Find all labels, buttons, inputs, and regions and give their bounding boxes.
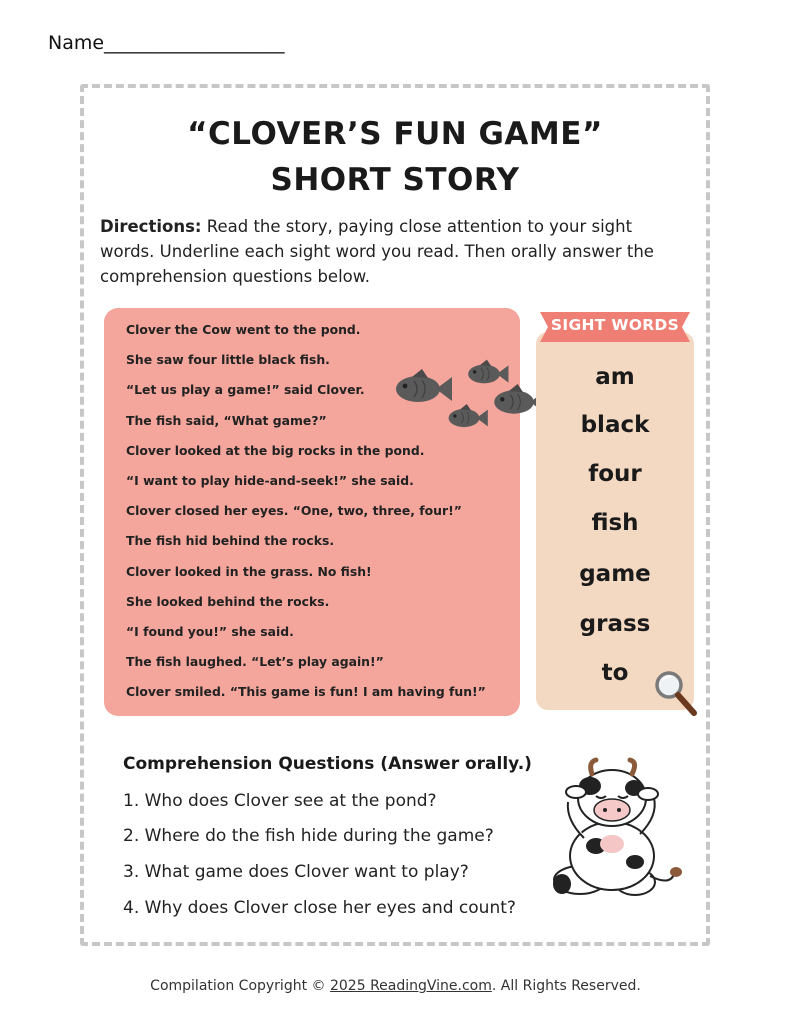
fish-icon [468, 360, 508, 384]
directions [100, 214, 690, 289]
sight-word: four [588, 461, 642, 487]
story-line: Clover the Cow went to the pond. [126, 322, 361, 337]
cow-illustration [540, 746, 690, 906]
worksheet-title: “CLOVER’S FUN GAME” [187, 116, 603, 152]
story-line: Clover closed her eyes. “One, two, three, four!” [126, 503, 462, 519]
sight-words-banner-label: SIGHT WORDS [550, 316, 680, 334]
name-field-label: Name___________________ [48, 32, 285, 54]
magnifier-icon [652, 668, 698, 718]
comprehension-question: 2. Where do the fish hide during the game? [123, 826, 494, 846]
story-line: “I found you!” she said. [126, 623, 294, 639]
story-line: She saw four little black fish. [126, 352, 330, 368]
story-line: She looked behind the rocks. [126, 593, 330, 609]
directions-label: Directions: [100, 217, 202, 236]
comprehension-question: 4. Why does Clover close her eyes and count? [123, 898, 516, 918]
story-line: The fish said, “What game?” [126, 412, 327, 428]
fish-school-illustration [394, 356, 554, 434]
comprehension-title: Comprehension Questions (Answer orally.) [123, 754, 532, 774]
directions-text: Read the story, paying close attention to your sight words. Underline each sight word you read. Then orally answer the comprehension questions below. [100, 217, 654, 286]
story-line: Clover smiled. “This game is fun! I am having fun!” [126, 684, 486, 700]
story-line: Clover looked at the big rocks in the pond. [126, 442, 425, 458]
copyright-link[interactable]: 2025 ReadingVine.com [329, 978, 492, 994]
fish-icon [396, 369, 452, 402]
comprehension-question: 1. Who does Clover see at the pond? [123, 791, 437, 811]
copyright-footer [0, 978, 791, 994]
worksheet-subtitle: SHORT STORY [270, 162, 520, 198]
sight-word: grass [579, 611, 651, 637]
story-line: “I want to play hide-and-seek!” she said. [126, 472, 414, 488]
sight-word: am [595, 364, 635, 390]
story-line: “Let us play a game!” said Clover. [126, 382, 365, 398]
story-line: The fish hid behind the rocks. [126, 533, 335, 549]
fish-icon [449, 404, 488, 427]
story-line: Clover looked in the grass. No fish! [126, 563, 372, 579]
story-line: The fish laughed. “Let’s play again!” [126, 654, 384, 670]
sight-word: to [601, 660, 629, 686]
sight-word: game [579, 561, 651, 587]
comprehension-question: 3. What game does Clover want to play? [123, 862, 469, 882]
sight-word: fish [591, 510, 639, 536]
copyright-suffix: . All Rights Reserved. [491, 978, 641, 994]
copyright-prefix: Compilation Copyright © [150, 978, 330, 994]
sight-word: black [580, 412, 650, 438]
